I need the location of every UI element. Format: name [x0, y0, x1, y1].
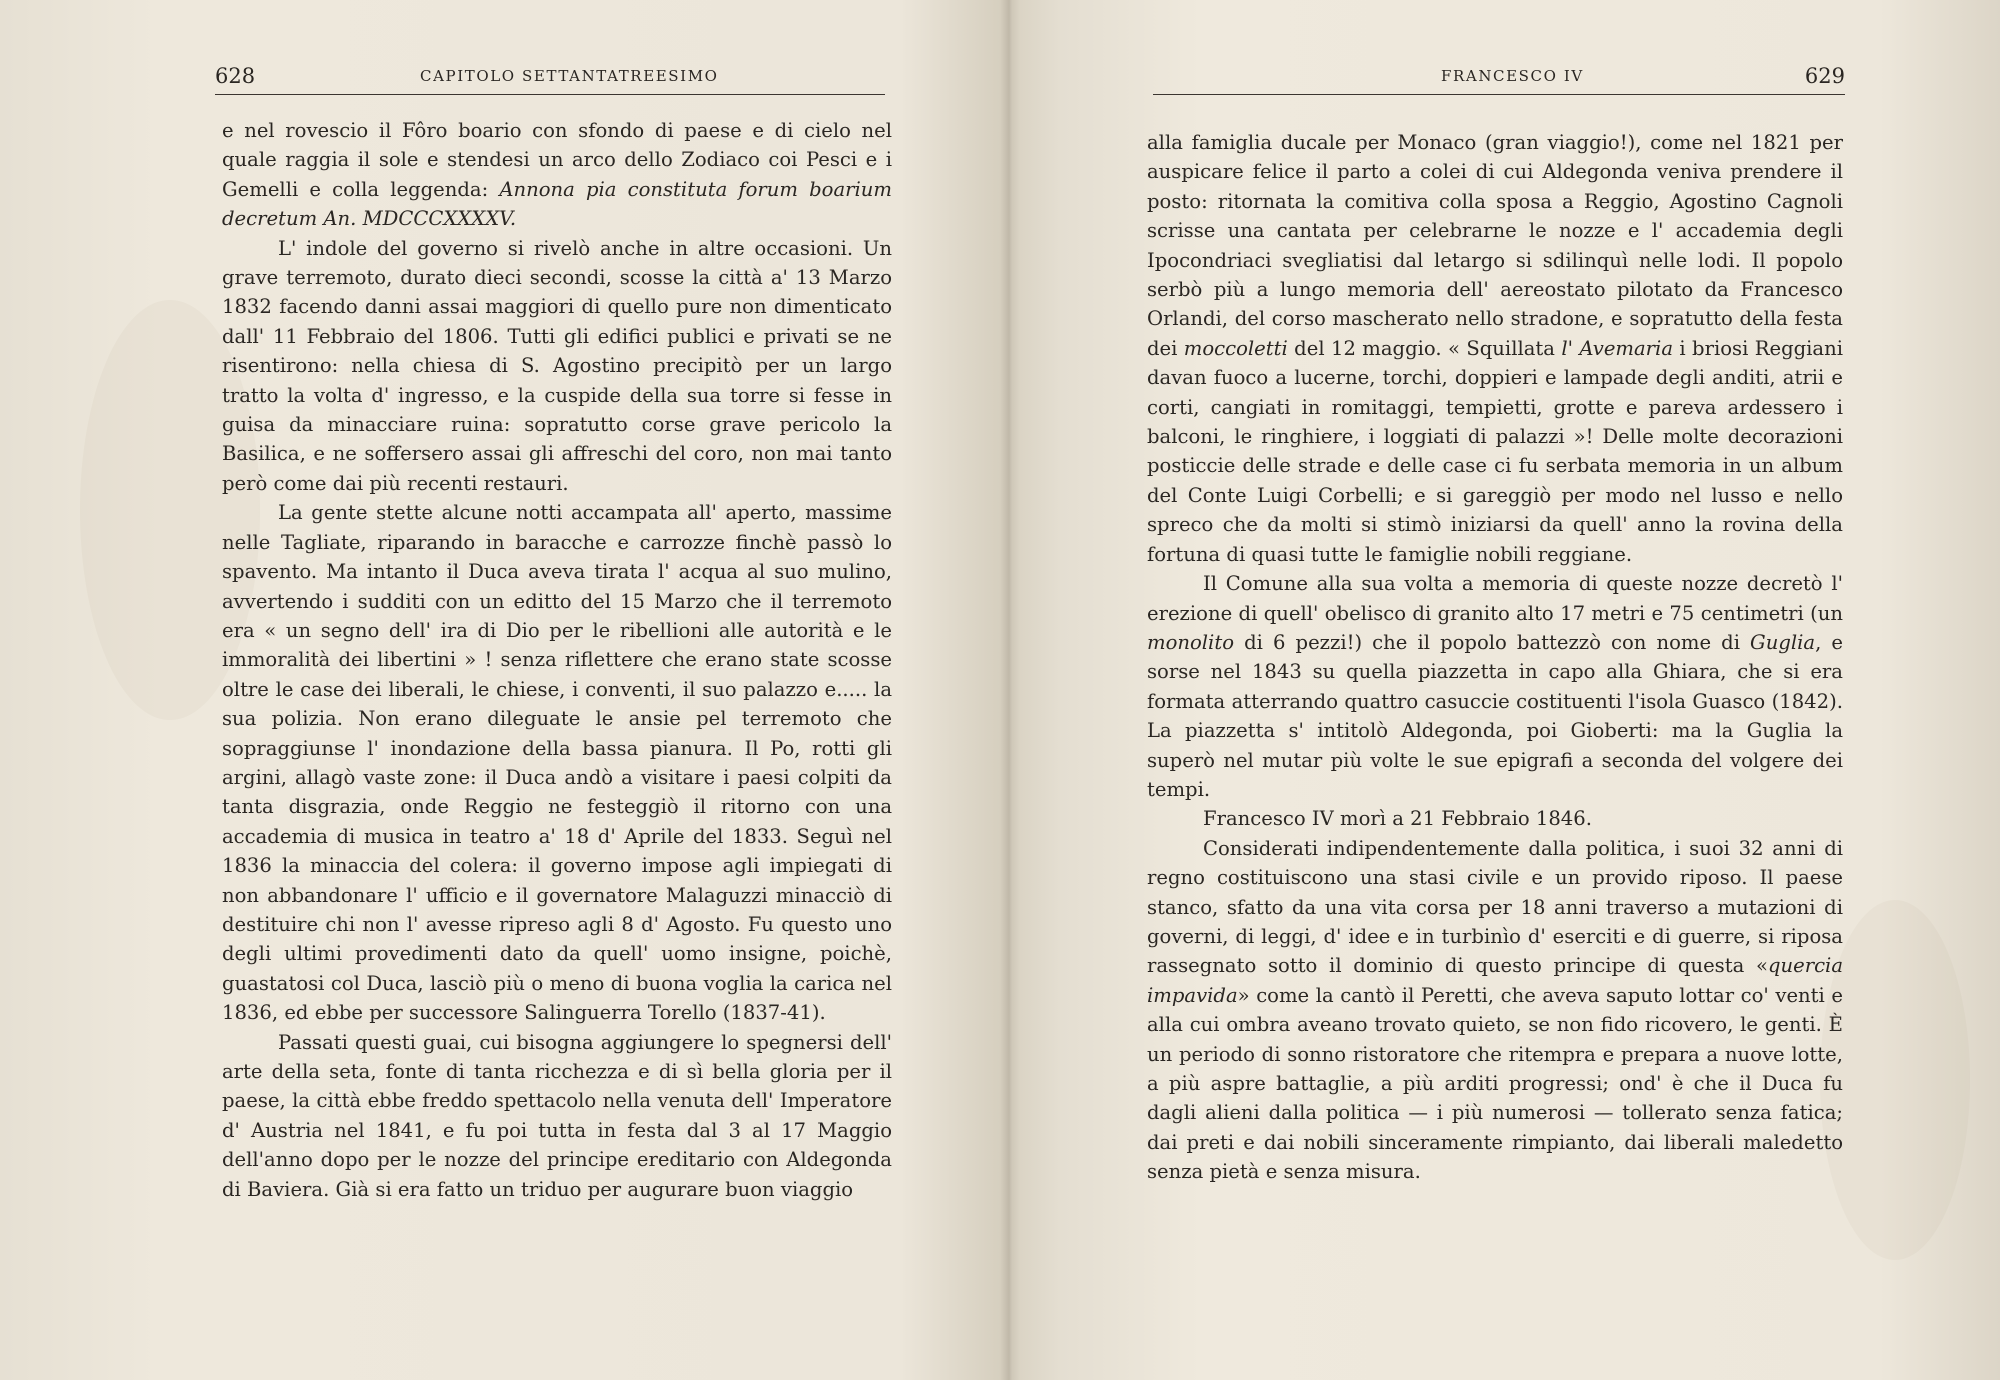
right-running-head: [1153, 64, 1845, 95]
right-section-title: FRANCESCO IV: [1441, 67, 1584, 85]
text-run: , e sorse nel 1843 su quella piazzetta in capo alla Ghiara, che si era formata atterrando quattro casuccie costituenti l'isola Guasco (1842). La piazzetta s' intitolò Aldegonda, poi Gioberti: ma la Guglia la superò nel mutar più volte le sue epigrafi a seconda del volgere dei tempi.: [1147, 630, 1843, 801]
text-run: i briosi Reggiani davan fuoco a lucerne, torchi, doppieri e lampade degli anditi, atrii e corti, cangiati in romitaggi, tempietti, grotte e pareva ardessero i balconi, le ringhiere, i loggiati di palazzi »! Delle molte decorazioni posticcie delle strade e delle case ci fu serbata memoria in un album del Conte Luigi Corbelli; e si gareggiò per modo nel lusso e nello spreco che da molti si stimò iniziarsi da quell' anno la rovina della fortuna di quasi tutte le famiglie nobili reggiane.: [1147, 336, 1843, 566]
left-page-number: 628: [215, 64, 256, 88]
italic-text: moccoletti: [1183, 336, 1288, 360]
paragraph: [222, 498, 892, 1027]
text-run: Passati questi guai, cui bisogna aggiungere lo spegnersi dell' arte della seta, fonte di tanta ricchezza e di sì bella gloria per il paese, la città ebbe freddo spettacolo nella venuta dell' Imperatore d' Austria nel 1841, e fu poi tutta in festa dal 3 al 17 Maggio dell'anno dopo per le nozze del principe ereditario con Aldegonda di Baviera. Già si era fatto un triduo per augurare buon viaggio: [222, 1030, 892, 1201]
italic-text: l' Avemaria: [1561, 336, 1673, 360]
text-run: La gente stette alcune notti accampata all' aperto, massime nelle Tagliate, riparando in baracche e carrozze finchè passò lo spavento. Ma intanto il Duca aveva tirata l' acqua al suo mulino, avvertendo i sudditi con un editto del 15 Marzo che il terremoto era « un segno dell' ira di Dio per le ribellioni alle autorità e le immoralità dei libertini » ! senza riflettere che erano state scosse oltre le case dei liberali, le chiese, i conventi, il suo palazzo e..... la sua polizia. Non erano dileguate le ansie pel terremoto che sopraggiunse l' inondazione della bassa pianura. Il Po, rotti gli argini, allagò vaste zone: il Duca andò a visitare i paesi colpiti da tanta disgrazia, onde Reggio ne festeggiò il ritorno con una accademia di musica in teatro a' 18 d' Aprile del 1833. Seguì nel 1836 la minaccia del colera: il governo impose agli impiegati di non abbandonare l' ufficio e il governatore Malaguzzi minacciò di destituire chi non l' avesse ripreso agli 8 d' Agosto. Fu questo uno degli ultimi provedimenti dato da quell' uomo insigne, poichè, guastatosi col Duca, lasciò più o meno di buona voglia la carica nel 1836, ed ebbe per successore Salinguerra Torello (1837-41).: [222, 501, 892, 1025]
text-run: Francesco IV morì a 21 Febbraio 1846.: [1203, 807, 1592, 831]
paragraph: [1147, 834, 1843, 1187]
paragraph: [222, 234, 892, 499]
left-body-text: [222, 116, 892, 1204]
right-page-number: 629: [1804, 64, 1845, 88]
text-run: » come la cantò il Peretti, che aveva saputo lottar co' venti e alla cui ombra aveano trovato quieto, se non fido ricovero, le genti. È un periodo di sonno ristoratore che ritempra e prepara a nuove lotte, a più aspre battaglie, a più arditi progressi; ond' è che il Duca fu dagli alieni dalla politica — i più numerosi — tollerato senza fatica; dai preti e dai nobili sinceramente rimpianto, dai liberali maledetto senza pietà e senza misura.: [1147, 983, 1843, 1184]
right-page: [1020, 0, 2000, 1380]
text-run: L' indole del governo si rivelò anche in altre occasioni. Un grave terremoto, durato dieci secondi, scosse la città a' 13 Marzo 1832 facendo danni assai maggiori di quello pure non dimenticato dall' 11 Febbraio del 1806. Tutti gli edifici publici e privati se ne risentirono: nella chiesa di S. Agostino precipitò per un largo tratto la volta d' ingresso, e la cuspide della sua torre si fesse in guisa da minacciare ruina: sopratutto corse grave pericolo la Basilica, e ne soffersero assai gli affreschi del coro, non mai tanto però come dai più recenti restauri.: [222, 236, 892, 495]
text-run: e nel rovescio il Fôro boario con sfondo di paese e di cielo nel quale raggia il sole e stendesi un arco dello Zodiaco coi Pesci e i Gemelli e colla leggenda:: [222, 119, 892, 201]
text-run: alla famiglia ducale per Monaco (gran viaggio!), come nel 1821 per auspicare felice il parto a colei di cui Aldegonda veniva prendere il posto: ritornata la comitiva colla sposa a Reggio, Agostino Cagnoli scrisse una cantata per celebrarne le nozze e l' accademia degli Ipocondriaci svegliatisi dal letargo si sdilinquì nelle lodi. Il popolo serbò più a lungo memoria dell' aereostato pilotato da Francesco Orlandi, del corso mascherato nello stradone, e sopratutto della festa dei: [1147, 131, 1843, 360]
paragraph: [222, 1028, 892, 1204]
text-run: del 12 maggio. « Squillata: [1287, 336, 1562, 360]
right-body-text: [1147, 128, 1843, 1187]
paragraph: [1147, 569, 1843, 804]
book-gutter: [1000, 0, 1020, 1380]
text-run: di 6 pezzi!) che il popolo battezzò con nome di: [1234, 630, 1751, 654]
text-run: Considerati indipendentemente dalla politica, i suoi 32 anni di regno costituiscono una stasi civile e un provido riposo. Il paese stanco, sfatto da una vita corsa per 18 anni traverso a mutazioni di governi, di leggi, d' idee e in turbinìo d' eserciti e di guerre, si riposa rassegnato sotto il dominio di questo principe di questa «: [1147, 836, 1843, 978]
left-chapter-title: CAPITOLO SETTANTATREESIMO: [420, 67, 719, 85]
italic-text: Guglia: [1750, 630, 1816, 654]
left-running-head: [215, 64, 885, 95]
paragraph: [1147, 804, 1843, 833]
italic-text: monolito: [1147, 630, 1234, 654]
italic-text: quercia impavida: [1147, 954, 1843, 1007]
text-run: Il Comune alla sua volta a memoria di queste nozze decretò l' erezione di quell' obelisco di granito alto 17 metri e 75 centimetri (un: [1147, 572, 1843, 625]
italic-text: Annona pia constituta forum boarium decretum An. MDCCCXXXXV.: [222, 177, 892, 231]
paragraph: [222, 116, 892, 234]
paragraph: [1147, 128, 1843, 569]
